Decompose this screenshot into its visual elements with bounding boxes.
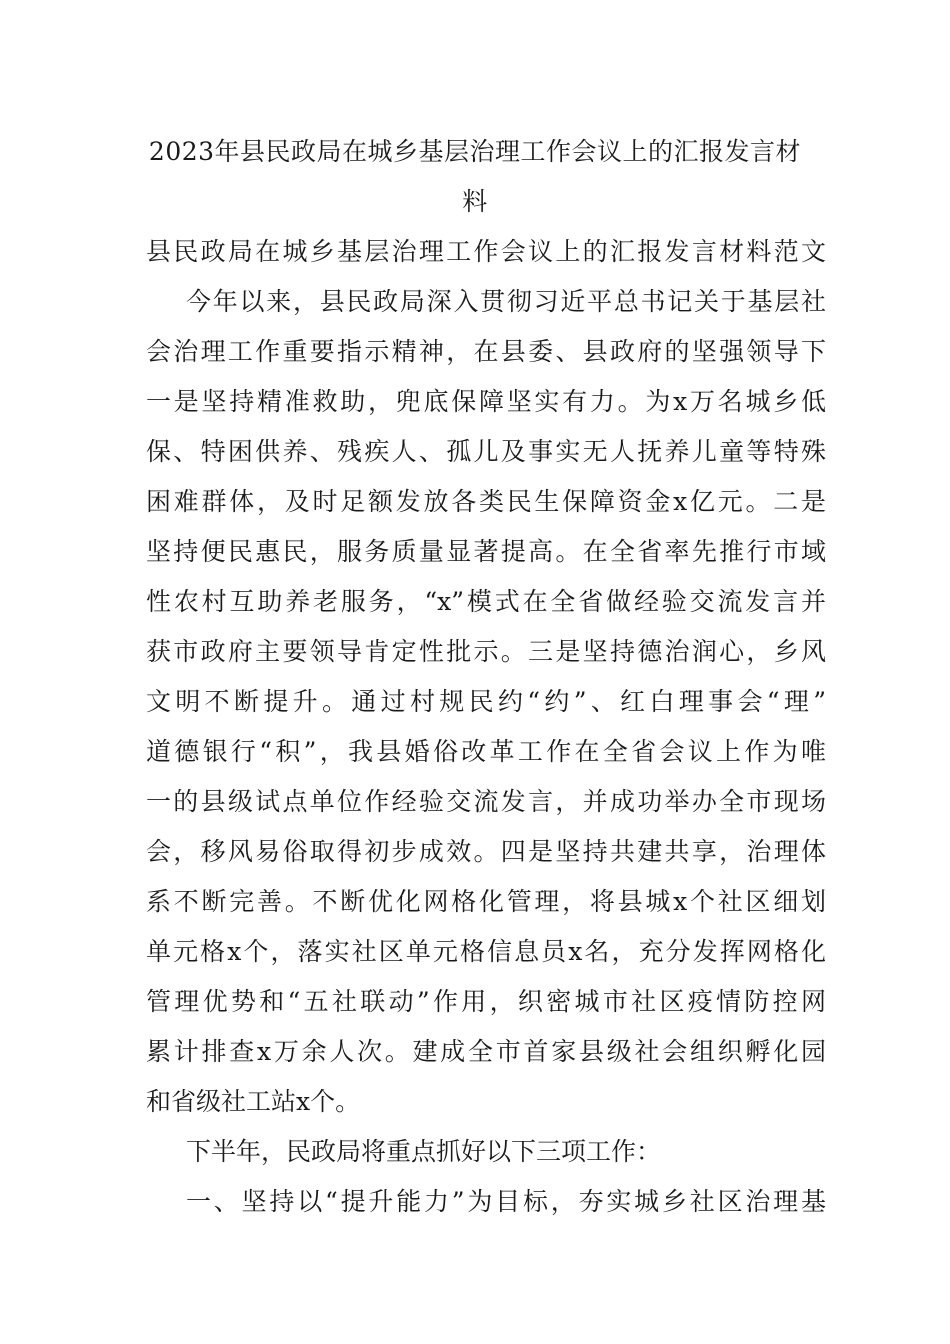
paragraph-line: 会，移风易俗取得初步成效。四是坚持共建共享，治理体	[146, 837, 826, 866]
paragraph-line: 单元格x个，落实社区单元格信息员x名，充分发挥网格化	[146, 937, 826, 966]
paragraph-line: 管理优势和“五社联动”作用，织密城市社区疫情防控网	[146, 987, 826, 1016]
document-title-line-1: 2023年县民政局在城乡基层治理工作会议上的汇报发言材	[148, 137, 802, 166]
document-subtitle: 县民政局在城乡基层治理工作会议上的汇报发言材料范文	[146, 237, 826, 266]
paragraph-line: 性农村互助养老服务，“x”模式在全省做经验交流发言并	[146, 587, 826, 616]
paragraph-line: 一是坚持精准救助，兜底保障坚实有力。为x万名城乡低	[146, 387, 826, 416]
paragraph-line: 累计排查x万余人次。建成全市首家县级社会组织孵化园	[146, 1037, 826, 1066]
paragraph-line: 获市政府主要领导肯定性批示。三是坚持德治润心，乡风	[146, 637, 826, 666]
paragraph-line: 道德银行“积”，我县婚俗改革工作在全省会议上作为唯	[146, 737, 826, 766]
paragraph-line: 一的县级试点单位作经验交流发言，并成功举办全市现场	[146, 787, 826, 816]
paragraph-line: 系不断完善。不断优化网格化管理，将县城x个社区细划	[146, 887, 826, 916]
paragraph-line: 和省级社工站x个。	[146, 1087, 361, 1116]
paragraph-line: 文明不断提升。通过村规民约“约”、红白理事会“理”	[146, 687, 826, 716]
paragraph-line: 困难群体，及时足额发放各类民生保障资金x亿元。二是	[146, 487, 826, 516]
paragraph-3: 一、坚持以“提升能力”为目标，夯实城乡社区治理基	[186, 1187, 826, 1216]
paragraph-line: 保、特困供养、残疾人、孤儿及事实无人抚养儿童等特殊	[146, 437, 826, 466]
paragraph-line: 坚持便民惠民，服务质量显著提高。在全省率先推行市域	[146, 537, 826, 566]
paragraph-line: 今年以来，县民政局深入贯彻习近平总书记关于基层社	[186, 287, 826, 316]
paragraph-2: 下半年，民政局将重点抓好以下三项工作：	[186, 1137, 662, 1166]
document-title-line-2: 料	[462, 187, 488, 216]
paragraph-line: 会治理工作重要指示精神，在县委、县政府的坚强领导下	[146, 337, 826, 366]
